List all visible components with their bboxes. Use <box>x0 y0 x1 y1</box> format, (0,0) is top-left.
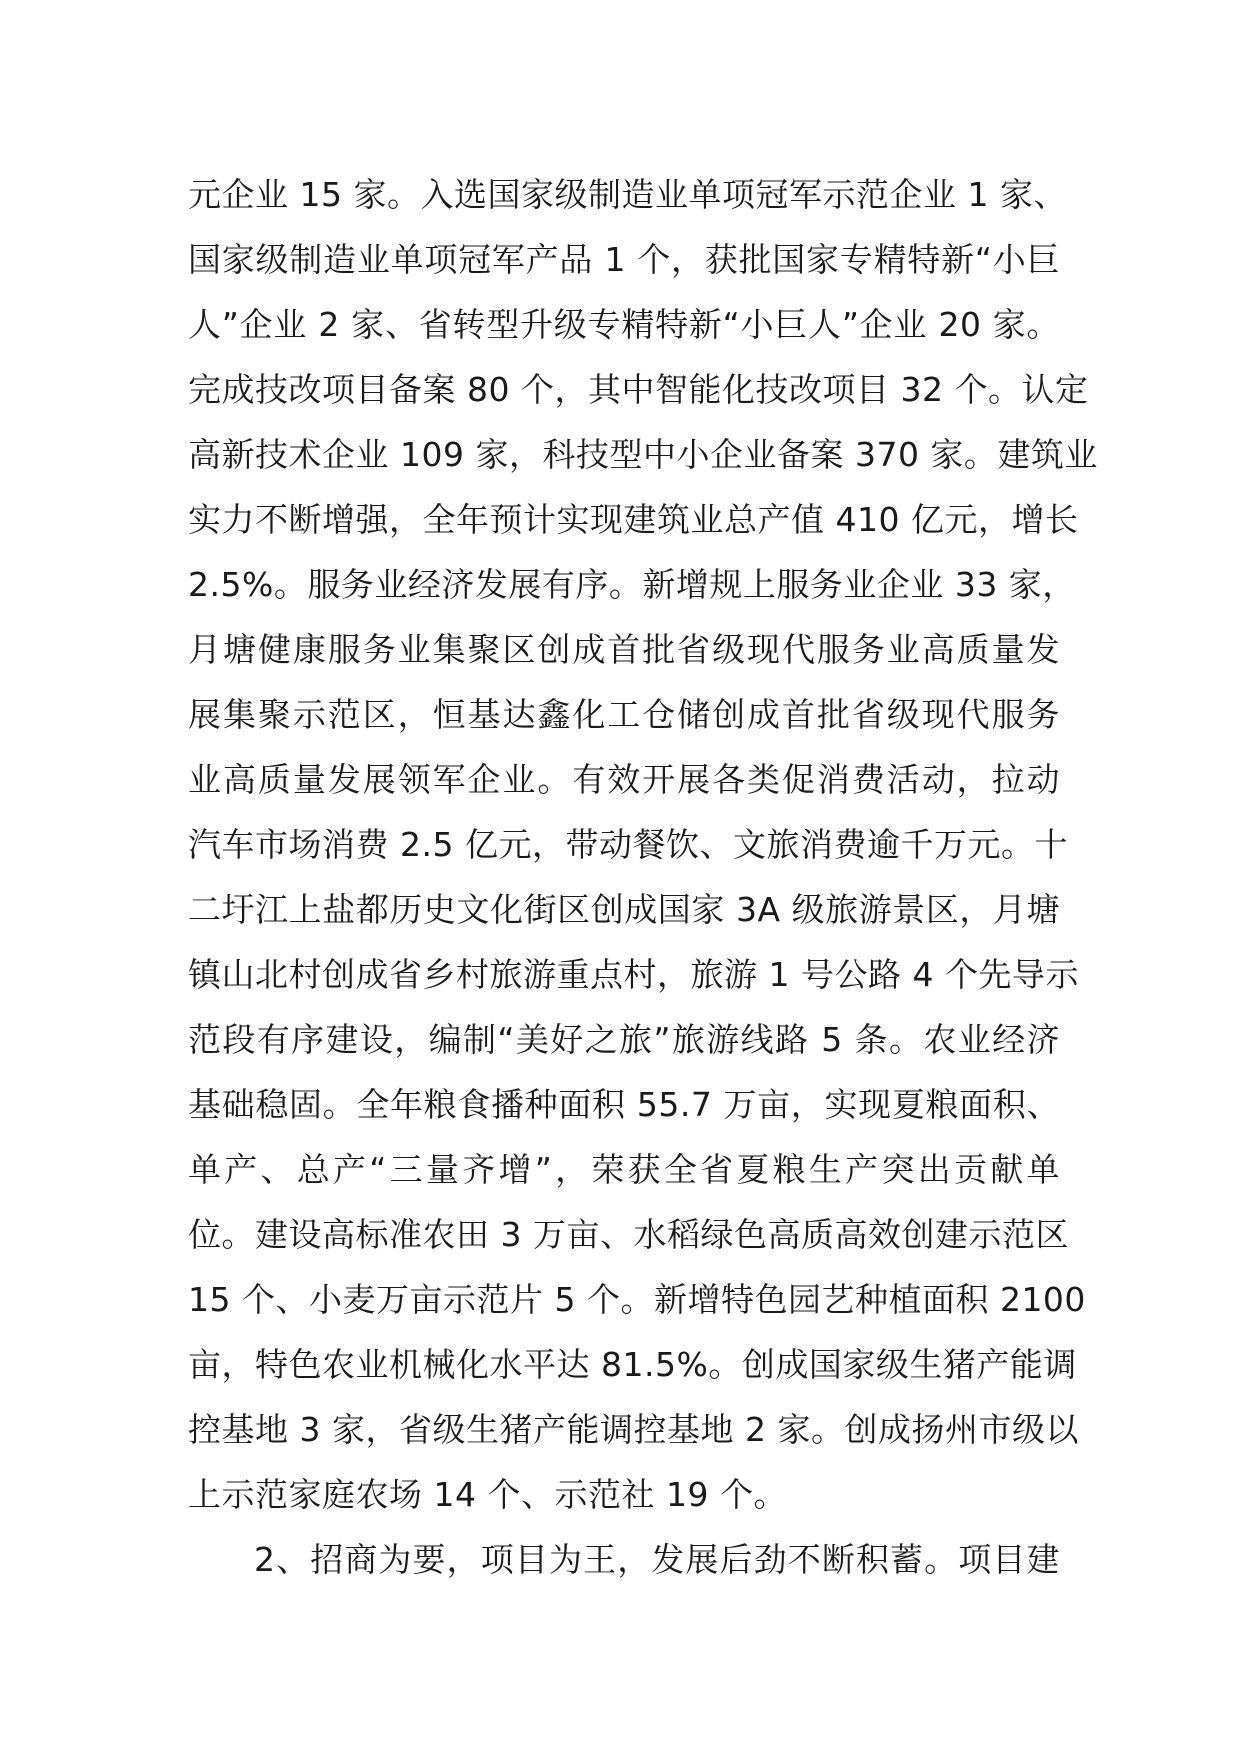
section-heading-line: 2、招商为要，项目为王，发展后劲不断积蓄。项目建 <box>254 1540 1060 1579</box>
text-line: 实力不断增强，全年预计实现建筑业总产值 410 亿元，增长 <box>188 500 1079 539</box>
text-line: 人”企业 2 家、省转型升级专精特新“小巨人”企业 20 家。 <box>188 305 1060 344</box>
text-line: 镇山北村创成省乡村旅游重点村，旅游 1 号公路 4 个先导示 <box>188 955 1079 994</box>
paragraph-1 <box>188 162 1098 1527</box>
text-line: 位。建设高标准农田 3 万亩、水稻绿色高质高效创建示范区 <box>188 1215 1069 1254</box>
text-line: 15 个、小麦万亩示范片 5 个。新增特色园艺种植面积 2100 <box>188 1280 1086 1319</box>
text-line-last: 上示范家庭农场 14 个、示范社 19 个。 <box>188 1475 787 1514</box>
text-line: 国家级制造业单项冠军产品 1 个，获批国家专精特新“小巨 <box>188 240 1060 279</box>
text-line: 汽车市场消费 2.5 亿元，带动餐饮、文旅消费逾千万元。十 <box>188 825 1068 864</box>
text-line: 范段有序建设，编制“美好之旅”旅游线路 5 条。农业经济 <box>188 1020 1060 1059</box>
text-line: 元企业 15 家。入选国家级制造业单项冠军示范企业 1 家、 <box>188 175 1067 214</box>
document-body <box>188 162 1098 1592</box>
text-line: 业高质量发展领军企业。有效开展各类促消费活动，拉动 <box>188 760 1060 799</box>
paragraph-2 <box>188 1527 1060 1592</box>
text-line: 基础稳固。全年粮食播种面积 55.7 万亩，实现夏粮面积、 <box>188 1085 1060 1124</box>
text-line: 控基地 3 家，省级生猪产能调控基地 2 家。创成扬州市级以 <box>188 1410 1079 1449</box>
text-line: 二圩江上盐都历史文化街区创成国家 3A 级旅游景区，月塘 <box>188 890 1060 929</box>
text-line: 亩，特色农业机械化水平达 81.5%。创成国家级生猪产能调 <box>188 1345 1077 1384</box>
text-line: 月塘健康服务业集聚区创成首批省级现代服务业高质量发 <box>188 630 1060 669</box>
text-line: 高新技术企业 109 家，科技型中小企业备案 370 家。建筑业 <box>188 435 1098 474</box>
text-line: 完成技改项目备案 80 个，其中智能化技改项目 32 个。认定 <box>188 370 1089 409</box>
text-line: 2.5%。服务业经济发展有序。新增规上服务业企业 33 家， <box>188 565 1076 604</box>
text-line: 展集聚示范区，恒基达鑫化工仓储创成首批省级现代服务 <box>188 695 1060 734</box>
text-line: 单产、总产“三量齐增”，荣获全省夏粮生产突出贡献单 <box>188 1150 1060 1189</box>
